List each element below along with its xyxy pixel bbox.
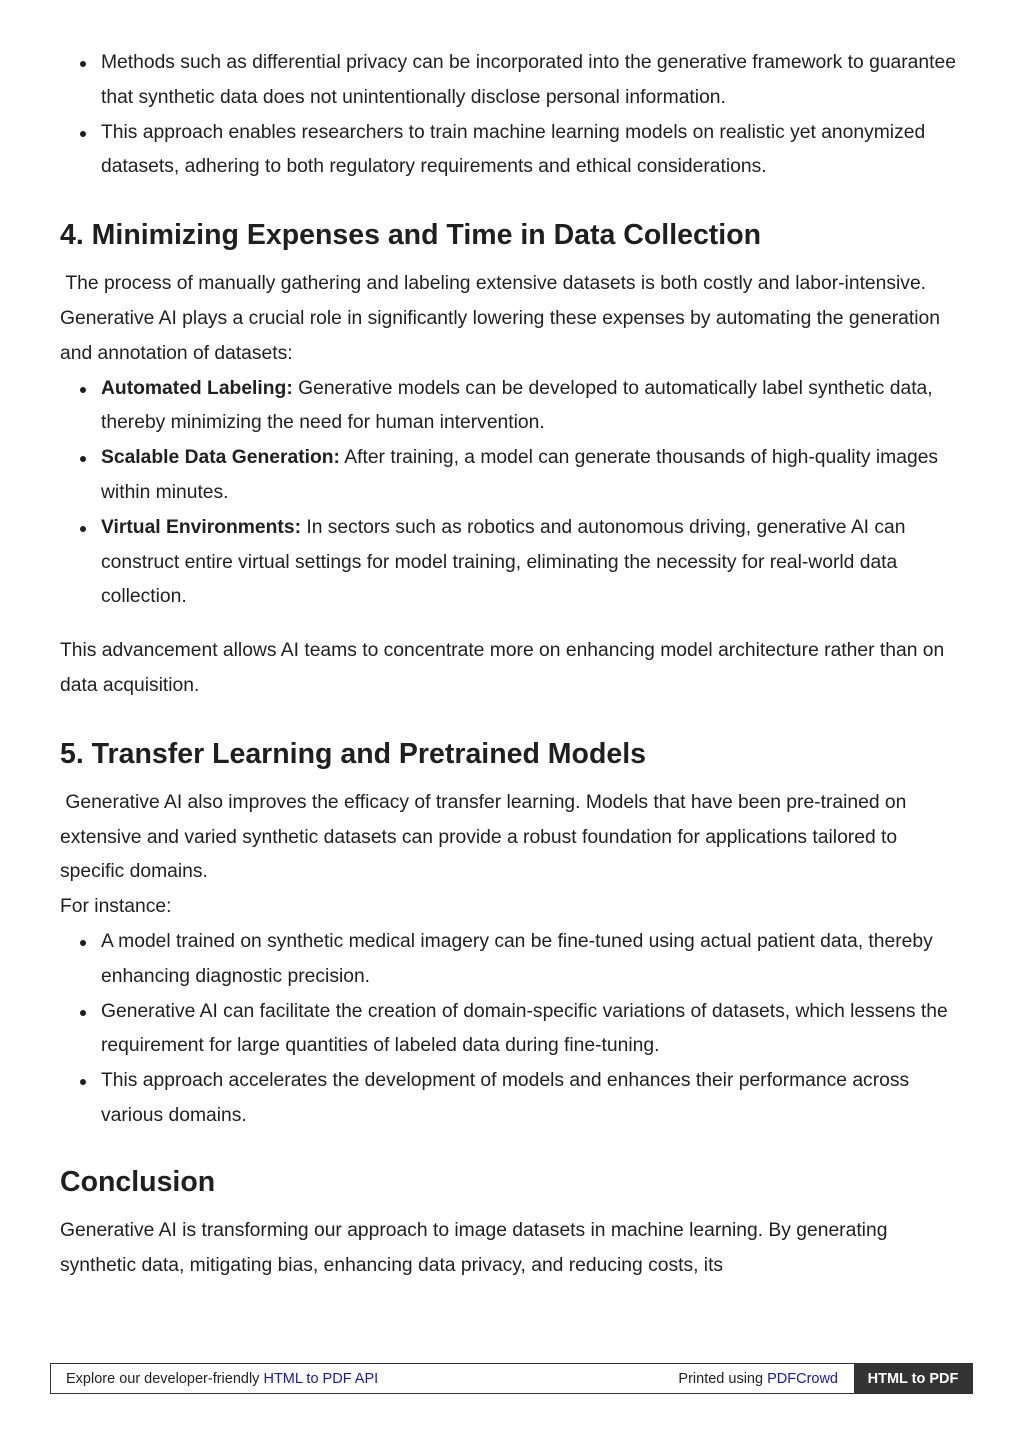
- list-item: [101, 511, 966, 615]
- footer-explore: [51, 1371, 678, 1387]
- section-4-closing: This advancement allows AI teams to concentrate more on enhancing model architecture rather than on data acquisition.: [60, 640, 945, 696]
- list-item-text: In sectors such as robotics and autonomous driving, generative AI can construct entire virtual settings for model training, eliminating the necessity for real-world data collection.: [101, 516, 906, 608]
- html-to-pdf-badge[interactable]: HTML to PDF: [854, 1364, 972, 1393]
- list-item-text: After training, a model can generate thousands of high-quality images within minutes.: [101, 447, 939, 503]
- section-5-heading: 5. Transfer Learning and Pretrained Models: [60, 737, 646, 770]
- document-content: [60, 46, 966, 1283]
- list-item-term: Virtual Environments:: [101, 516, 301, 538]
- privacy-bullet-list: [60, 46, 966, 185]
- list-item-term: Scalable Data Generation:: [101, 447, 340, 469]
- section-5-lead: For instance:: [60, 896, 172, 918]
- list-item: This approach accelerates the development of models and enhances their performance across various domains.: [101, 1064, 966, 1134]
- list-item: This approach enables researchers to train machine learning models on realistic yet anonymized datasets, adhering to both regulatory requirements and ethical considerations.: [101, 116, 966, 186]
- section-4-intro: The process of manually gathering and labeling extensive datasets is both costly and labor-intensive. Generative AI plays a crucial role in significantly lowering these expenses by automating the generation and annotation of datasets:: [60, 273, 940, 364]
- section-4-list: [60, 372, 966, 616]
- pdf-footer-banner: [50, 1363, 973, 1394]
- conclusion-heading: Conclusion: [60, 1165, 216, 1198]
- list-item: [101, 372, 966, 442]
- section-5-intro: Generative AI also improves the efficacy of transfer learning. Models that have been pre-trained on extensive and varied synthetic datasets can provide a robust foundation for applications tailored to specific domains.: [60, 791, 907, 883]
- list-item-text: Generative models can be developed to automatically label synthetic data, thereby minimizing the need for human intervention.: [101, 377, 933, 434]
- footer-printed: [678, 1371, 854, 1387]
- html-to-pdf-api-link[interactable]: HTML to PDF API: [263, 1370, 379, 1387]
- section-4-heading: 4. Minimizing Expenses and Time in Data Collection: [60, 219, 762, 252]
- footer-printed-text: Printed using: [678, 1370, 768, 1387]
- list-item: Methods such as differential privacy can be incorporated into the generative framework to guarantee that synthetic data does not unintentionally disclose personal information.: [101, 46, 966, 116]
- section-5-list: [60, 925, 966, 1134]
- list-item-term: Automated Labeling:: [101, 377, 293, 399]
- list-item: Generative AI can facilitate the creation of domain-specific variations of datasets, which lessens the requirement for large quantities of labeled data during fine-tuning.: [101, 995, 966, 1065]
- list-item: A model trained on synthetic medical imagery can be fine-tuned using actual patient data, thereby enhancing diagnostic precision.: [101, 925, 966, 995]
- list-item: [101, 441, 966, 511]
- pdfcrowd-link[interactable]: PDFCrowd: [767, 1370, 838, 1387]
- footer-explore-text: Explore our developer-friendly: [66, 1370, 264, 1387]
- conclusion-text: Generative AI is transforming our approach to image datasets in machine learning. By generating synthetic data, mitigating bias, enhancing data privacy, and reducing costs, its: [60, 1219, 888, 1276]
